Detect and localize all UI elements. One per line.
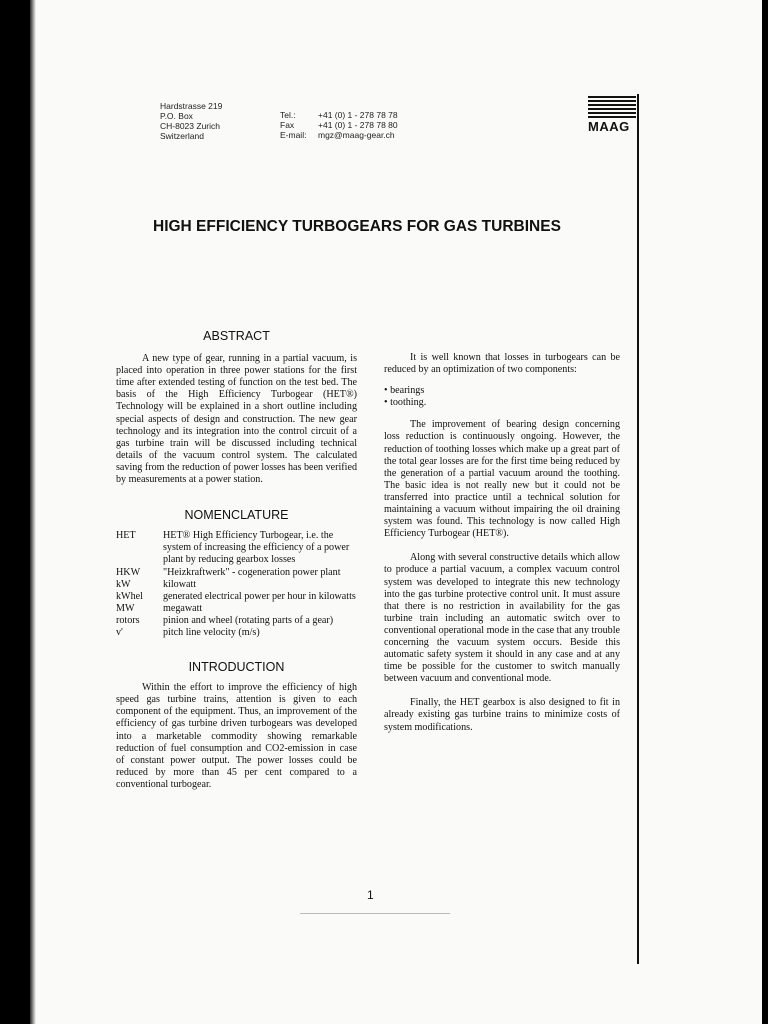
body-paragraph: The improvement of bearing design concerning loss reduction is continuously ongoing. However, the reduction of toothing losses which make up a great part of the total gear losses are for the first time being reduced by the generation of a partial vacuum around the toothing. The basic idea is not really new but it could not be transferred into practice until a technical solution for maintaining a vacuum without impairing the oil draining system was found. This technology is now called High Efficiency Turbogear (HET®). <box>384 419 620 540</box>
nomenclature-term: rotors <box>116 614 140 626</box>
scan-artifact <box>300 913 450 914</box>
address-line: P.O. Box <box>160 111 193 121</box>
nomenclature-desc: pitch line velocity (m/s) <box>163 626 260 638</box>
company-contact <box>280 110 398 140</box>
nomenclature-term: kWhel <box>116 590 143 602</box>
list-item: • toothing. <box>384 397 620 409</box>
contact-label: Tel.: <box>280 110 296 120</box>
contact-value: +41 (0) 1 - 278 78 78 <box>318 110 398 120</box>
body-paragraph: It is well known that losses in turbogears can be reduced by an optimization of two components: <box>384 352 620 376</box>
company-address <box>160 101 222 141</box>
nomenclature-term: kW <box>116 578 131 590</box>
margin-rule <box>637 94 639 964</box>
abstract-heading: ABSTRACT <box>203 329 270 343</box>
nomenclature-desc: generated electrical power per hour in kilowatts <box>163 590 356 602</box>
right-column <box>384 352 620 734</box>
logo-text: MAAG <box>588 119 630 134</box>
nomenclature-desc: kilowatt <box>163 578 197 590</box>
document-title: HIGH EFFICIENCY TURBOGEARS FOR GAS TURBINES <box>153 218 561 235</box>
nomenclature-term: MW <box>116 602 135 614</box>
contact-label: Fax <box>280 120 295 130</box>
nomenclature-heading: NOMENCLATURE <box>184 508 289 523</box>
body-paragraph: Along with several constructive details which allow to produce a partial vacuum, a complex vacuum control system was developed to integrate this new technology into the gas turbine protective control unit. It must assure that there is no restriction in availability for the gas turbine train including an automatic switch over to conventional operational mode in the case that any trouble concerning the vacuum system occurs. Beside this automatic safety system it should in any case and at any time be possible for the customer to switch manually between vacuum and conventional mode. <box>384 552 621 685</box>
company-logo <box>588 96 636 133</box>
document-page <box>30 0 762 1024</box>
address-line: Hardstrasse 219 <box>160 101 223 111</box>
nomenclature-term: HET <box>116 530 136 542</box>
nomenclature-desc: megawatt <box>163 602 203 614</box>
nomenclature-desc: pinion and wheel (rotating parts of a gear) <box>163 614 334 626</box>
contact-label: E-mail: <box>280 130 307 140</box>
list-item: • bearings <box>384 385 620 397</box>
nomenclature-list <box>116 530 357 639</box>
contact-value: +41 (0) 1 - 278 78 80 <box>318 120 398 130</box>
nomenclature-desc: "Heizkraftwerk" - cogeneration power plant <box>163 566 341 578</box>
body-paragraph: Finally, the HET gearbox is also designed to fit in already existing gas turbine trains to minimize costs of system modifications. <box>384 697 620 733</box>
introduction-heading: INTRODUCTION <box>188 660 285 675</box>
left-column <box>116 330 357 791</box>
address-line: Switzerland <box>160 131 204 141</box>
component-list <box>384 385 620 409</box>
introduction-text: Within the effort to improve the efficiency of high speed gas turbine trains, attention is given to each component of the equipment. Thus, an improvement of the efficiency of gas turbine driven turbogears was developed into a marketable commodity showing remarkable reduction of fuel consumption and CO2-emission in case of constant power output. The power losses could be reduced by more than 45 per cent compared to a conventional turbogear. <box>116 682 357 790</box>
nomenclature-term: v' <box>116 626 123 638</box>
nomenclature-term: HKW <box>116 566 141 578</box>
nomenclature-desc: HET® High Efficiency Turbogear, i.e. the system of increasing the efficiency of a power plant by reducing gearbox losses <box>163 530 350 566</box>
page-number: 1 <box>367 888 374 902</box>
address-line: CH-8023 Zurich <box>160 121 220 131</box>
contact-value: mgz@maag-gear.ch <box>318 130 395 140</box>
abstract-text: A new type of gear, running in a partial vacuum, is placed into operation in three power stations for the first time after extended testing of function on the test bed. The basis of the High Efficiency Turbogear (HET®) Technology will be explained in a short outline including special aspects of design and construction. The new gear technology and its integration into the control circuit of a gas turbine train will be discussed including technical details of the vacuum control system. The calculated saving from the reduction of power losses has been verified by measurements at a power station. <box>116 353 357 486</box>
